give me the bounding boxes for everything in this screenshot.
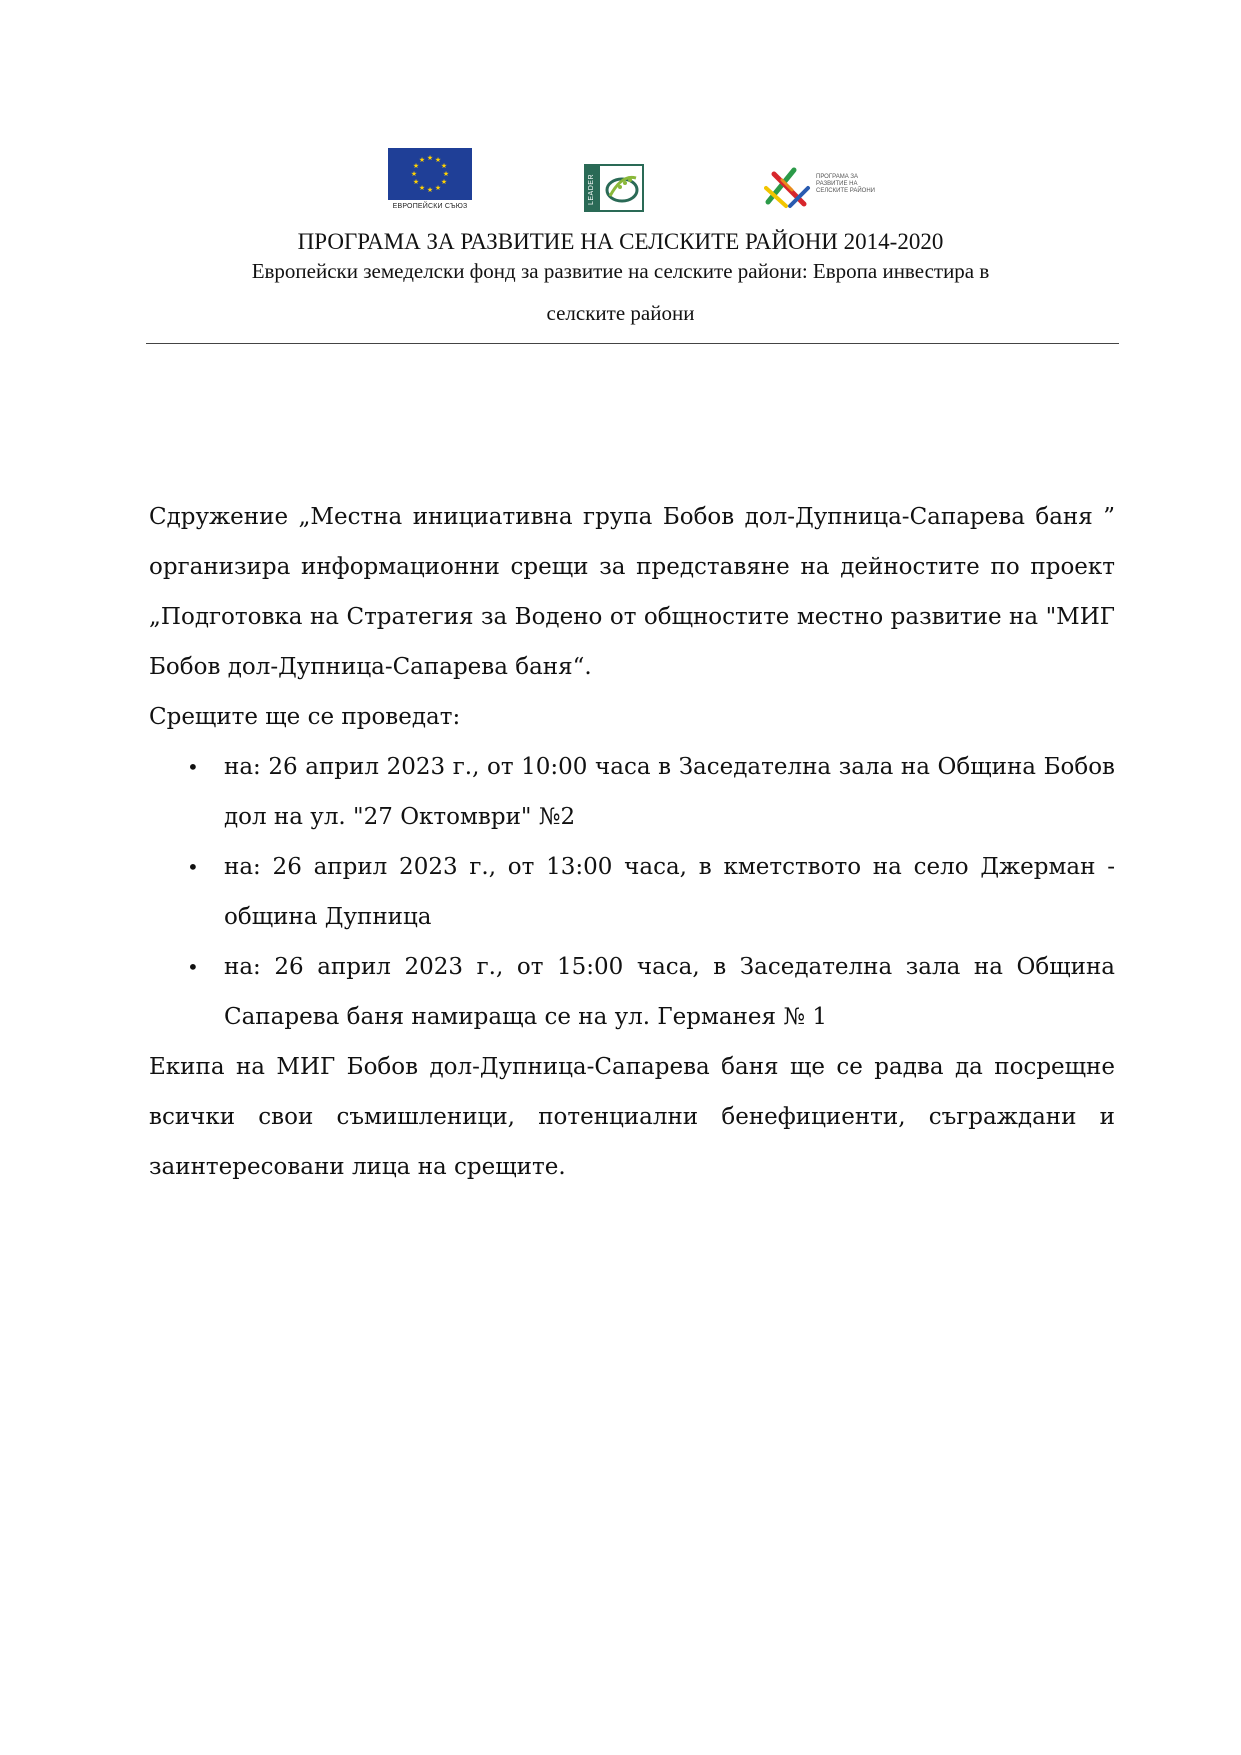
eu-caption: ЕВРОПЕЙСКИ СЪЮЗ xyxy=(392,203,468,210)
meetings-intro: Срещите ще се проведат: xyxy=(149,704,461,730)
program-subtitle-line2: селските райони xyxy=(546,301,695,325)
document-body xyxy=(149,492,1115,1192)
rdp-caption xyxy=(816,174,875,195)
meeting-text: на: 26 април 2023 г., от 15:00 часа, в Заседателна зала на Община Сапарева баня намираща се на ул. Германея № 1 xyxy=(224,954,1115,1030)
rdp-cross-icon xyxy=(764,162,814,212)
svg-text:★: ★ xyxy=(410,170,418,178)
leader-text: LEADER xyxy=(588,174,595,206)
svg-text:★: ★ xyxy=(418,184,426,192)
leader-logo xyxy=(584,164,644,212)
closing-paragraph: Екипа на МИГ Бобов дол-Дупница-Сапарева баня ще се радва да посрещне всички свои съмишленици, потенциални бенефициенти, съграждани и заинтересовани лица на срещите. xyxy=(149,1054,1115,1180)
svg-text:★: ★ xyxy=(442,170,450,178)
meeting-text: на: 26 април 2023 г., от 10:00 часа в Заседателна зала на Община Бобов дол на ул. "27 Октомври" №2 xyxy=(224,754,1115,830)
header-divider xyxy=(146,343,1119,344)
meeting-text: на: 26 април 2023 г., от 13:00 часа, в кметството на село Джерман - община Дупница xyxy=(224,854,1115,930)
svg-text:★: ★ xyxy=(412,178,420,186)
svg-text:★: ★ xyxy=(412,162,420,170)
svg-text:★: ★ xyxy=(426,186,434,194)
svg-text:★: ★ xyxy=(434,184,442,192)
eu-flag-icon xyxy=(388,148,472,200)
rdp-logo xyxy=(764,162,884,212)
bullet-icon: • xyxy=(187,755,199,779)
bullet-icon: • xyxy=(187,955,199,979)
list-item xyxy=(149,942,1115,1042)
leaf-icon xyxy=(600,166,644,210)
program-title: ПРОГРАМА ЗА РАЗВИТИЕ НА СЕЛСКИТЕ РАЙОНИ 2014-2020 xyxy=(297,229,944,254)
program-subtitle-line1: Европейски земеделски фонд за развитие на селските райони: Европа инвестира в xyxy=(251,259,990,283)
bullet-icon: • xyxy=(187,855,199,879)
rdp-caption-line3: СЕЛСКИТЕ РАЙОНИ xyxy=(816,188,875,194)
svg-text:★: ★ xyxy=(418,156,426,164)
list-item xyxy=(149,842,1115,942)
svg-text:★: ★ xyxy=(434,156,442,164)
rdp-caption-line1: ПРОГРАМА ЗА xyxy=(816,174,858,180)
svg-text:★: ★ xyxy=(440,178,448,186)
meetings-list xyxy=(149,742,1115,1042)
list-item xyxy=(149,742,1115,842)
logo-bar xyxy=(0,148,1241,214)
rdp-caption-line2: РАЗВИТИЕ НА xyxy=(816,181,858,187)
svg-text:★: ★ xyxy=(426,154,434,162)
eu-stars-icon xyxy=(388,148,472,200)
leader-band xyxy=(586,166,600,210)
svg-text:★: ★ xyxy=(440,162,448,170)
intro-paragraph: Сдружение „Местна инициативна група Бобов дол-Дупница-Сапарева баня ” организира информационни срещи за представяне на дейностите по проект „Подготовка на Стратегия за Водено от общностите местно развитие на "МИГ Бобов дол-Дупница-Сапарева баня“. xyxy=(149,504,1115,680)
eu-logo xyxy=(388,148,472,214)
